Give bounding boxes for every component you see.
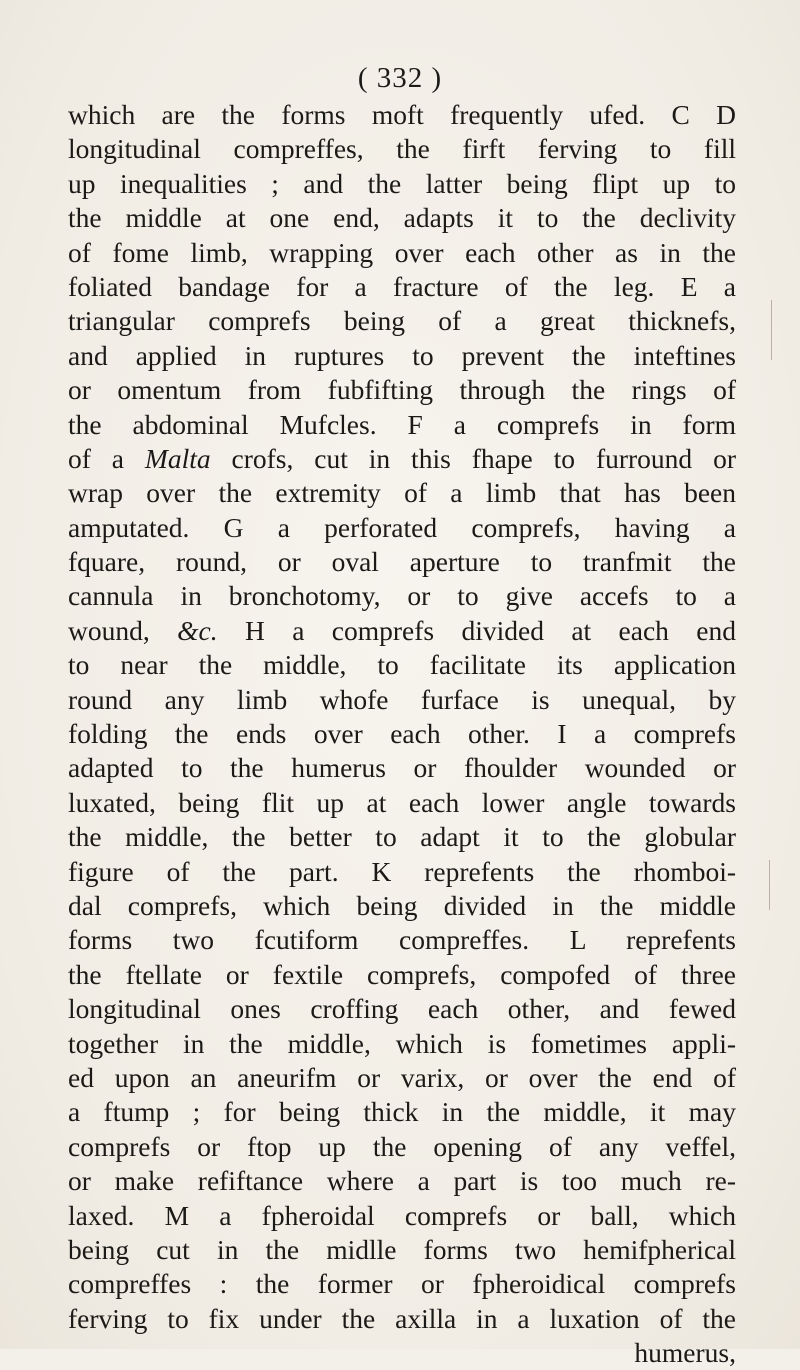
text-segment: forms two fcutiform compreffes. L reprefents bbox=[68, 924, 736, 956]
text-line bbox=[68, 648, 736, 682]
text-segment: to near the middle, to facilitate its application bbox=[68, 649, 736, 681]
text-line bbox=[68, 442, 736, 476]
text-line bbox=[68, 1095, 736, 1129]
page-edge-mark bbox=[771, 300, 772, 360]
text-line bbox=[68, 545, 736, 579]
text-segment: H a comprefs divided at each end bbox=[217, 614, 736, 646]
text-line bbox=[68, 958, 736, 992]
text-line bbox=[68, 511, 736, 545]
text-line bbox=[68, 1267, 736, 1301]
text-segment: the middle, the better to adapt it to the globular bbox=[68, 821, 736, 853]
text-line bbox=[68, 855, 736, 889]
text-line bbox=[68, 820, 736, 854]
text-line bbox=[68, 236, 736, 270]
text-segment: of fome limb, wrapping over each other as in the bbox=[68, 236, 736, 268]
text-line bbox=[68, 683, 736, 717]
text-segment: the abdominal Mufcles. F a comprefs in form bbox=[68, 408, 736, 440]
text-line bbox=[68, 167, 736, 201]
text-segment: being cut in the midlle forms two hemifpherical bbox=[68, 1233, 736, 1265]
text-segment: wrap over the extremity of a limb that has been bbox=[68, 477, 736, 509]
text-line bbox=[68, 992, 736, 1026]
text-line bbox=[68, 476, 736, 510]
text-segment: compreffes : the former or fpheroidical comprefs bbox=[68, 1268, 736, 1300]
text-line bbox=[68, 751, 736, 785]
text-segment: ed upon an aneurifm or varix, or over the end of bbox=[68, 1061, 736, 1093]
text-line bbox=[68, 889, 736, 923]
text-segment: or make refiftance where a part is too much re- bbox=[68, 1165, 736, 1197]
text-segment: the middle at one end, adapts it to the declivity bbox=[68, 202, 736, 234]
text-line bbox=[68, 1233, 736, 1267]
text-segment: a ftump ; for being thick in the middle, it may bbox=[68, 1096, 736, 1128]
text-line bbox=[68, 1199, 736, 1233]
text-segment: folding the ends over each other. I a comprefs bbox=[68, 718, 736, 750]
text-line bbox=[68, 1302, 736, 1336]
text-line bbox=[68, 201, 736, 235]
text-segment: or omentum from fubfifting through the rings of bbox=[68, 374, 736, 406]
text-segment: luxated, being flit up at each lower angle towards bbox=[68, 786, 736, 818]
text-segment: of a bbox=[68, 442, 145, 474]
text-segment: ferving to fix under the axilla in a luxation of the bbox=[68, 1302, 736, 1334]
text-line bbox=[68, 786, 736, 820]
text-segment: laxed. M a fpheroidal comprefs or ball, which bbox=[68, 1199, 736, 1231]
text-segment: longitudinal compreffes, the firft ferving to fill bbox=[68, 133, 736, 165]
text-line bbox=[68, 339, 736, 373]
text-line bbox=[68, 408, 736, 442]
text-line bbox=[68, 579, 736, 613]
text-segment: crofs, cut in this fhape to furround or bbox=[210, 442, 736, 474]
text-line bbox=[68, 1061, 736, 1095]
text-segment: together in the middle, which is fometimes appli- bbox=[68, 1027, 736, 1059]
text-line bbox=[68, 132, 736, 166]
italic-text: &c. bbox=[177, 614, 218, 646]
text-segment: and applied in ruptures to prevent the inteftines bbox=[68, 339, 736, 371]
text-segment: up inequalities ; and the latter being flipt up to bbox=[68, 167, 736, 199]
text-segment: amputated. G a perforated comprefs, having a bbox=[68, 511, 736, 543]
text-segment: the ftellate or fextile comprefs, compofed of three bbox=[68, 958, 736, 990]
text-line bbox=[68, 923, 736, 957]
text-line bbox=[68, 614, 736, 648]
text-segment: wound, bbox=[68, 614, 178, 646]
text-segment: humerus, bbox=[634, 1337, 736, 1369]
body-text bbox=[68, 98, 736, 1370]
text-line bbox=[68, 1164, 736, 1198]
text-line bbox=[68, 98, 736, 132]
text-segment: round any limb whofe furface is unequal, by bbox=[68, 683, 736, 715]
page-edge-mark bbox=[769, 860, 770, 910]
text-segment: cannula in bronchotomy, or to give accefs to a bbox=[68, 580, 736, 612]
text-segment: adapted to the humerus or fhoulder wounded or bbox=[68, 752, 736, 784]
text-segment: dal comprefs, which being divided in the middle bbox=[68, 889, 736, 921]
text-line bbox=[68, 304, 736, 338]
text-line bbox=[68, 717, 736, 751]
page-number: ( 332 ) bbox=[357, 62, 443, 94]
text-line bbox=[68, 1130, 736, 1164]
text-line bbox=[68, 1027, 736, 1061]
text-segment: triangular comprefs being of a great thicknefs, bbox=[68, 305, 736, 337]
text-line bbox=[68, 270, 736, 304]
italic-text: Malta bbox=[144, 442, 211, 474]
text-segment: comprefs or ftop up the opening of any veffel, bbox=[68, 1130, 736, 1162]
text-segment: longitudinal ones croffing each other, and fewed bbox=[68, 993, 736, 1025]
text-line bbox=[68, 1336, 736, 1370]
text-segment: figure of the part. K reprefents the rhomboi- bbox=[68, 855, 736, 887]
text-segment: foliated bandage for a fracture of the leg. E a bbox=[68, 270, 736, 302]
text-line bbox=[68, 373, 736, 407]
text-segment: fquare, round, or oval aperture to tranfmit the bbox=[68, 546, 736, 578]
text-segment: which are the forms moft frequently ufed. C D bbox=[68, 99, 736, 130]
